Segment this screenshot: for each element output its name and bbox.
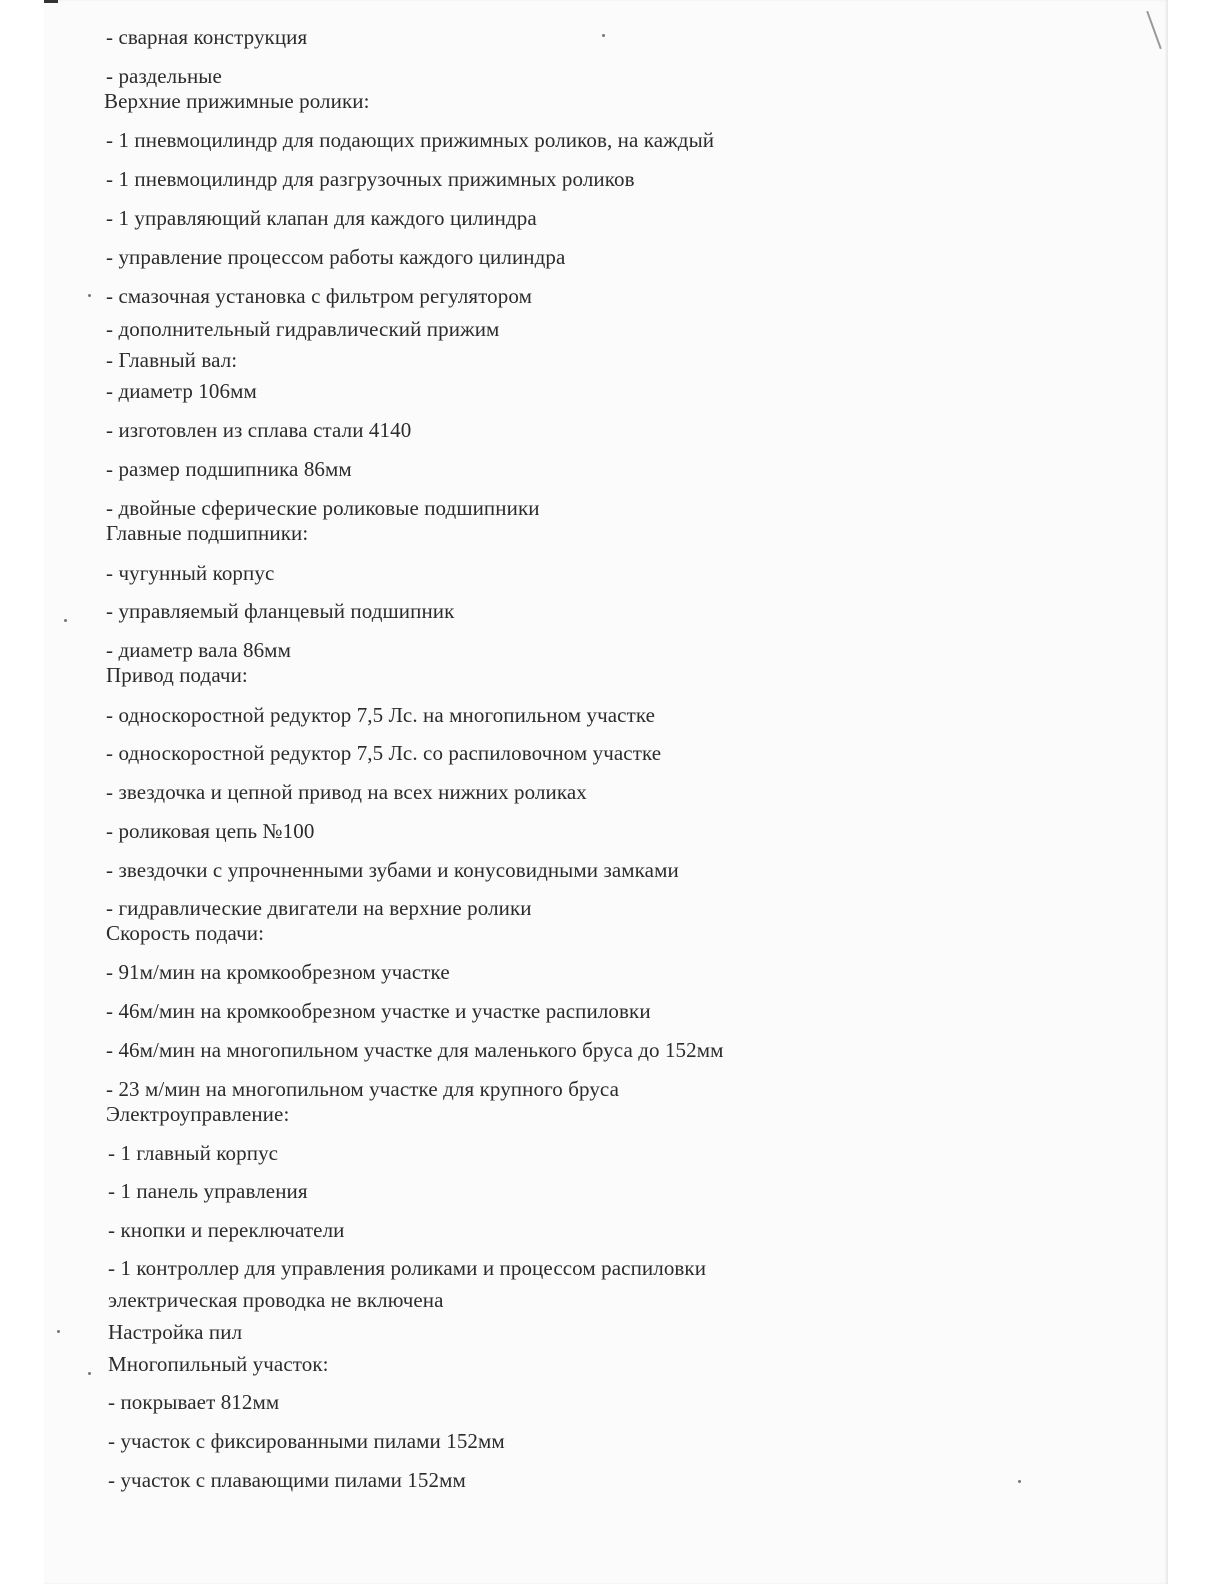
spec-line: - покрывает 812мм [108,1390,280,1414]
spec-line: - 1 контроллер для управления роликами и процессом распиловки [108,1256,707,1280]
page-edge-mark [44,0,58,3]
section-heading: Многопильный участок: [108,1352,329,1376]
spec-line: - 46м/мин на многопильном участке для маленького бруса до 152мм [106,1038,724,1062]
section-heading: Привод подачи: [106,663,248,687]
spec-line: - смазочная установка с фильтром регулятором [106,284,532,308]
spec-line: - размер подшипника 86мм [106,457,352,481]
spec-line: - 1 пневмоцилиндр для разгрузочных прижимных роликов [106,167,635,191]
spec-line: - участок с фиксированными пилами 152мм [108,1429,505,1453]
scan-speck [88,294,91,297]
spec-line: - диаметр 106мм [106,379,257,403]
spec-line: - звездочка и цепной привод на всех нижних роликах [106,780,587,804]
section-heading: Электроуправление: [106,1102,290,1126]
spec-line: - 1 пневмоцилиндр для подающих прижимных роликов, на каждый [106,128,715,152]
scan-speck [1018,1480,1021,1483]
section-heading: Главные подшипники: [106,521,309,545]
spec-line: - диаметр вала 86мм [106,638,291,662]
spec-line: - гидравлические двигатели на верхние ролики [106,896,532,920]
spec-line: - односкоростной редуктор 7,5 Лс. на многопильном участке [106,703,656,727]
spec-line: - сварная конструкция [106,25,308,49]
spec-line: - участок с плавающими пилами 152мм [108,1468,466,1492]
spec-line: - 1 управляющий клапан для каждого цилиндра [106,206,537,230]
section-heading: Скорость подачи: [106,921,265,945]
spec-line: электрическая проводка не включена [108,1288,444,1312]
spec-line: - 91м/мин на кромкообрезном участке [106,960,450,984]
spec-line: - раздельные [106,64,222,88]
scan-speck [64,619,67,622]
scan-speck [602,34,605,37]
spec-line: - чугунный корпус [106,561,275,585]
spec-line: - управление процессом работы каждого цилиндра [106,245,566,269]
spec-line: - роликовая цепь №100 [106,819,315,843]
spec-line: - кнопки и переключатели [108,1218,345,1242]
section-heading: - Главный вал: [106,348,238,372]
spec-line: - управляемый фланцевый подшипник [106,599,455,623]
spec-line: - дополнительный гидравлический прижим [106,317,500,341]
scan-speck [57,1330,60,1333]
scan-speck [88,1372,91,1375]
spec-line: - 23 м/мин на многопильном участке для крупного бруса [106,1077,620,1101]
spec-line: - 1 главный корпус [108,1141,279,1165]
spec-line: - звездочки с упрочненными зубами и конусовидными замками [106,858,679,882]
spec-line: - изготовлен из сплава стали 4140 [106,418,412,442]
section-heading: Настройка пил [108,1320,243,1344]
spec-line: - 46м/мин на кромкообрезном участке и участке распиловки [106,999,651,1023]
spec-line: - односкоростной редуктор 7,5 Лс. со распиловочном участке [106,741,662,765]
spec-line: - 1 панель управления [108,1179,308,1203]
spec-line: - двойные сферические роликовые подшипники [106,496,540,520]
section-heading: Верхние прижимные ролики: [104,89,370,113]
